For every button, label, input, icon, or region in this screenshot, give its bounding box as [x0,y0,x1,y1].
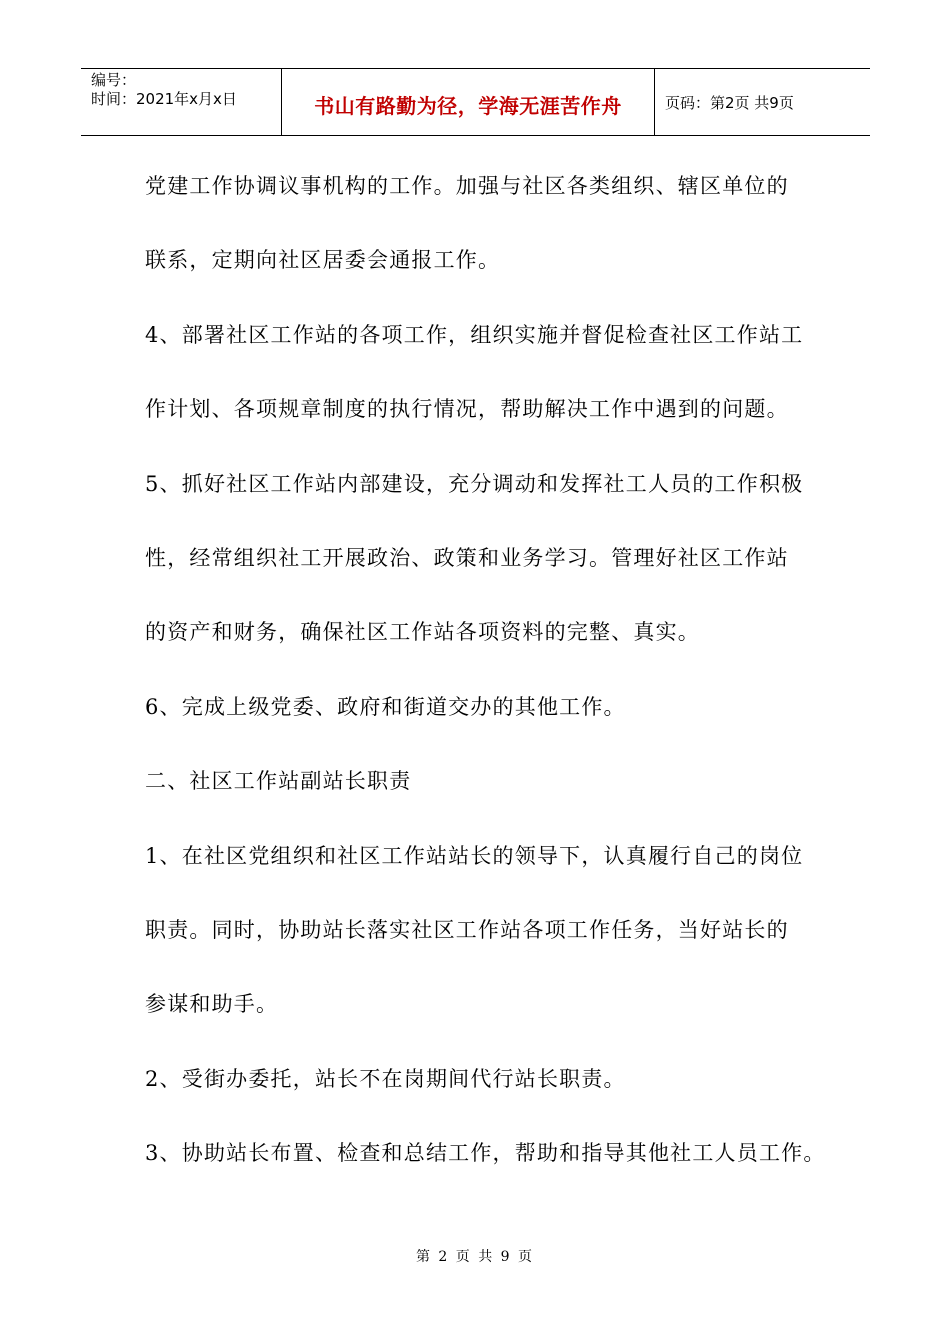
body-line: 作计划、各项规章制度的执行情况，帮助解决工作中遇到的问题。 [145,397,789,422]
body-line: 党建工作协调议事机构的工作。加强与社区各类组织、辖区单位的 [145,174,789,198]
body-line: 的资产和财务，确保社区工作站各项资料的完整、真实。 [145,620,700,645]
body-line: 6、完成上级党委、政府和街道交办的其他工作。 [145,694,626,719]
header-page-cell [655,69,870,135]
header-info-cell [81,69,282,135]
document-body [145,160,835,1201]
body-line: 4、部署社区工作站的各项工作，组织实施并督促检查社区工作站工 [145,322,804,347]
body-line: 职责。同时，协助站长落实社区工作站各项工作任务，当好站长的 [145,917,789,942]
body-line: 1、在社区党组织和社区工作站站长的领导下，认真履行自己的岗位 [145,843,804,868]
body-line: 2、受街办委托，站长不在岗期间代行站长职责。 [145,1066,626,1091]
document-date-label: 时间：2021年x月x日 [91,90,237,108]
document-number-label: 编号： [91,71,137,89]
body-line: 性，经常组织社工开展政治、政策和业务学习。管理好社区工作站 [145,545,789,570]
header-page-number: 页码：第2页 共9页 [665,93,794,112]
header-motto: 书山有路勤为径，学海无涯苦作舟 [314,93,622,118]
page-header [81,68,870,136]
header-motto-cell [282,69,655,135]
page-footer: 第 2 页 共 9 页 [415,1249,535,1265]
body-line: 联系，定期向社区居委会通报工作。 [145,248,501,273]
body-line: 参谋和助手。 [145,992,279,1017]
body-line: 5、抓好社区工作站内部建设，充分调动和发挥社工人员的工作积极 [145,471,804,496]
section-heading: 二、社区工作站副站长职责 [145,769,412,794]
body-line: 3、协助站长布置、检查和总结工作，帮助和指导其他社工人员工作。 [145,1141,826,1166]
